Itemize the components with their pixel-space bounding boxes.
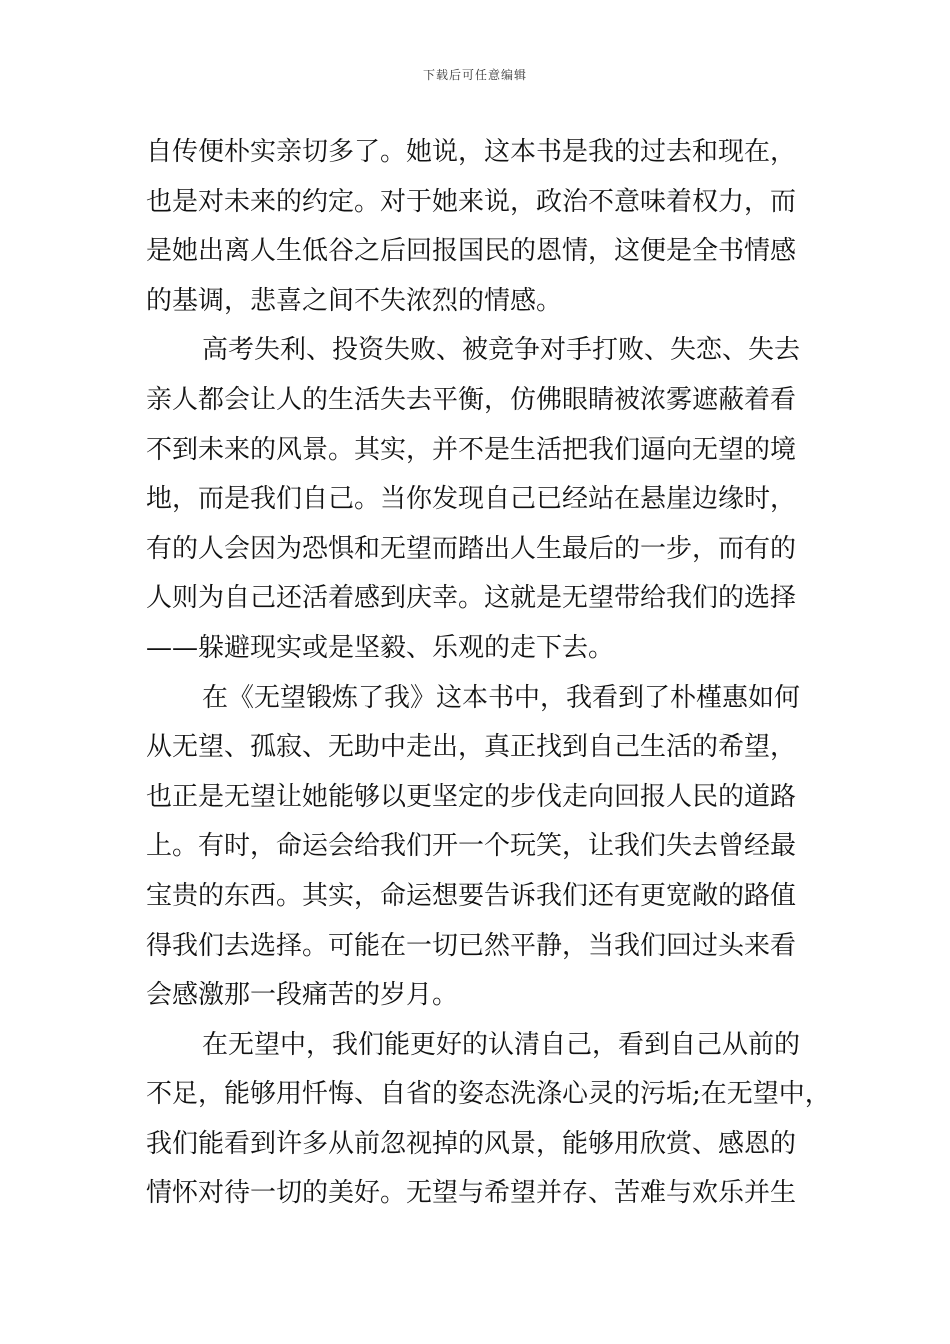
document-body xyxy=(146,128,831,1219)
text-line: 上。有时，命运会给我们开一个玩笑，让我们失去曾经最 xyxy=(146,831,797,862)
text-line: 得我们去选择。可能在一切已然平静，当我们回过头来看 xyxy=(146,930,797,961)
text-line: 宝贵的东西。其实，命运想要告诉我们还有更宽敞的路值 xyxy=(146,880,797,911)
paragraph-4 xyxy=(146,1021,831,1219)
text-line: 在《无望锻炼了我》这本书中，我看到了朴槿惠如何 xyxy=(202,682,801,713)
paragraph-1 xyxy=(146,128,810,326)
text-line: 人则为自己还活着感到庆幸。这就是无望带给我们的选择 xyxy=(146,583,797,614)
text-line: 也是对未来的约定。对于她来说，政治不意味着权力，而 xyxy=(146,186,797,217)
text-line: 是她出离人生低谷之后回报国民的恩情，这便是全书情感 xyxy=(146,236,797,267)
text-line: 高考失利、投资失败、被竞争对手打败、失恋、失去 xyxy=(202,335,801,366)
text-line: 在无望中，我们能更好的认清自己，看到自己从前的 xyxy=(202,1029,801,1060)
text-line: 不足，能够用忏悔、自省的姿态洗涤心灵的污垢;在无望中， xyxy=(146,1079,831,1110)
text-line: 有的人会因为恐惧和无望而踏出人生最后的一步，而有的 xyxy=(146,533,797,564)
text-line: 亲人都会让人的生活失去平衡，仿佛眼睛被浓雾遮蔽着看 xyxy=(146,384,797,415)
text-line: 也正是无望让她能够以更坚定的步伐走向回报人民的道路 xyxy=(146,781,797,812)
paragraph-2 xyxy=(146,326,810,673)
paragraph-3 xyxy=(146,674,810,1021)
text-line: 我们能看到许多从前忽视掉的风景，能够用欣赏、感恩的 xyxy=(146,1128,797,1159)
text-line: 自传便朴实亲切多了。她说，这本书是我的过去和现在， xyxy=(146,137,797,167)
text-line: ——躲避现实或是坚毅、乐观的走下去。 xyxy=(146,632,615,663)
text-line: 不到未来的风景。其实，并不是生活把我们逼向无望的境 xyxy=(146,434,797,465)
text-line: 地，而是我们自己。当你发现自己已经站在悬崖边缘时， xyxy=(146,484,797,515)
text-line: 会感激那一段痛苦的岁月。 xyxy=(146,980,459,1011)
text-line: 从无望、孤寂、无助中走出，真正找到自己生活的希望， xyxy=(146,732,797,763)
page-header: 下载后可任意编辑 xyxy=(422,68,527,82)
text-line: 情怀对待一切的美好。无望与希望并存、苦难与欢乐并生 xyxy=(146,1178,797,1209)
text-line: 的基调，悲喜之间不失浓烈的情感。 xyxy=(146,285,563,316)
